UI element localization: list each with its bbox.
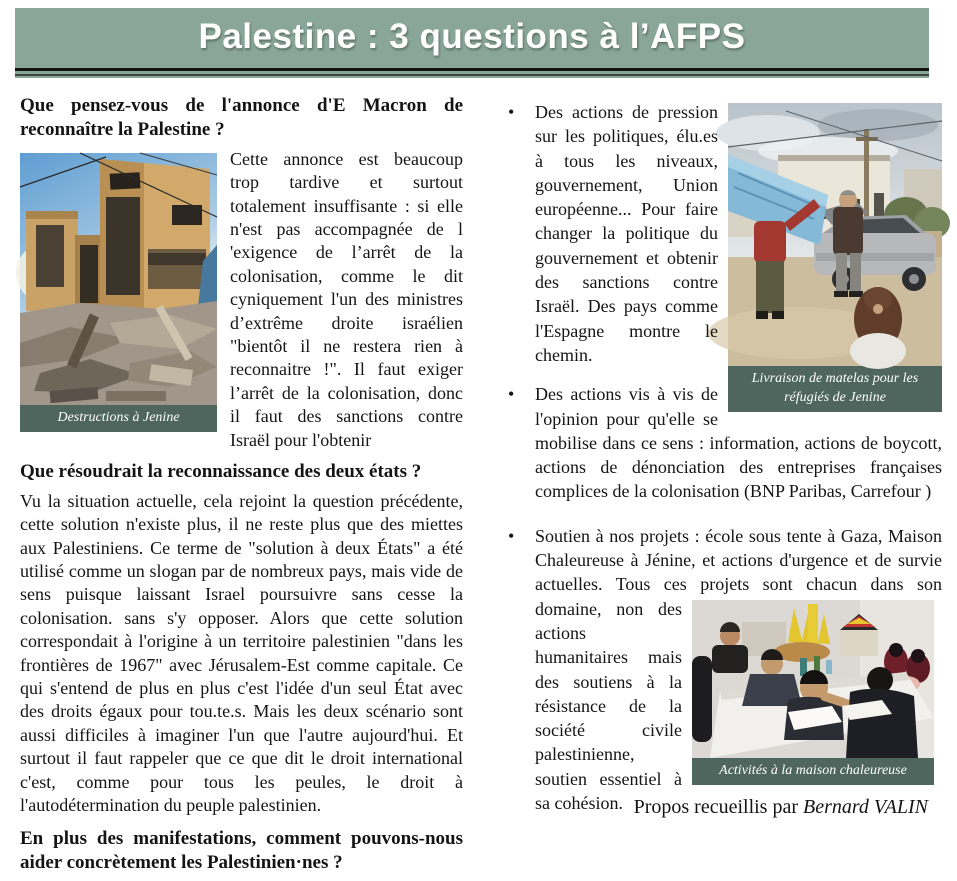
left-column — [20, 94, 463, 881]
bullet-3-text-end: dans son domaine, non des actions humanitaires mais des soutiens à la résistance de la société civile palestinienne, soutien essentiel à sa cohésion. — [535, 574, 942, 814]
photo-caption: Activités à la maison chaleureuse — [692, 758, 934, 785]
bullet-3-text-start: Soutien à nos projets : école sous tente à Gaza, Maison Chaleureuse à Jénine, et actions d'urgence et de survie actuelles. Tous ces projets sont chacun — [535, 525, 942, 595]
list-item — [505, 382, 942, 503]
byline-prefix: Propos recueillis par — [633, 796, 803, 818]
bullet-icon: • — [508, 525, 515, 546]
bullet-1-text: Des actions de pression sur les politiques, élu.es à tous les niveaux, gouvernement, Union européenne... Pour faire changer la politique du gouvernement et obtenir des sanctions contre Israël. Des pays comme l'Espagne montre le chemin. — [535, 102, 718, 365]
list-item — [505, 524, 942, 816]
byline-author: Bernard VALIN — [803, 796, 928, 818]
photo-activites-maison — [692, 600, 934, 785]
bullet-icon: • — [508, 102, 515, 122]
photo-destructions-jenine — [20, 153, 217, 432]
question-3-heading: En plus des manifestations, comment pouvons-nous aider concrètement les Palestinien·nes ? — [20, 828, 463, 874]
byline — [505, 796, 942, 819]
answer-2-text: Vu la situation actuelle, cela rejoint la question précédente, cette solution n'existe plus, il ne reste plus que des miettes aux Palestiniens. Ce terme de "solution à deux États" a été utilisé comme un slogan par de nombreux pays, mais vide de sens puisque laissant Israel poursuivre sans cesse la colonisation. sans s'y opposer. Alors que cette solution correspondait à l'origine à un territoire palestinien "dans les frontières de 1967" avec Jérusalem-Est comme capitale. Ce qui s'entend de plus en plus c'est l'idée d'un seul État avec des droits égaux pour tou.te.s. Mais les deux scénario sont aussi difficiles à imaginer l'un que l'autre aujourd'hui. Et surtout il faut rappeler que ce que dit le droit international c'est, comme pour tous les peules, le droit à l'autodétermination du peuple palestinien. — [20, 490, 463, 815]
right-column — [505, 94, 942, 830]
bullet-icon: • — [508, 384, 515, 405]
photo-caption: Destructions à Jenine — [20, 405, 217, 432]
page-title: Palestine : 3 questions à l’AFPS — [198, 17, 746, 56]
photo-caption: Livraison de matelas pour les réfugiés de Jenine — [728, 366, 942, 412]
actions-list — [505, 94, 942, 815]
banner-rule-thick — [15, 68, 929, 71]
list-item — [505, 100, 942, 367]
question-1-heading: Que pensez-vous de l'annonce d'E Macron de reconnaître la Palestine ? — [20, 95, 463, 140]
photo-activites-illustration — [692, 600, 934, 758]
photo-destructions-illustration — [20, 153, 217, 405]
answer-1-text: Cette annonce est beaucoup trop tardive et surtout totalement insuffisante : si elle n'est pas accompagnée de l 'exigence de l’arrêt de la colonisation, comme le dit cyniquement l'un des ministres d’extrême droite israélien "bientôt il ne restera rien à reconnaitre !". Il faut exiger l’arrêt de la colonisation, donc il faut des sanctions contre Israël pour l'obtenir — [230, 148, 463, 450]
banner-rule-thin — [15, 74, 929, 76]
bullet-2-text: Des actions vis à vis de l'opinion pour qu'elle se mobilise dans ce sens : information, actions de boycott, actions de dénonciation des entreprises françaises complices de la colonisation (BNP Paribas, Carrefour ) — [535, 384, 942, 502]
question-2-heading: Que résoudrait la reconnaissance des deux états ? — [20, 460, 422, 482]
title-banner — [15, 8, 929, 78]
